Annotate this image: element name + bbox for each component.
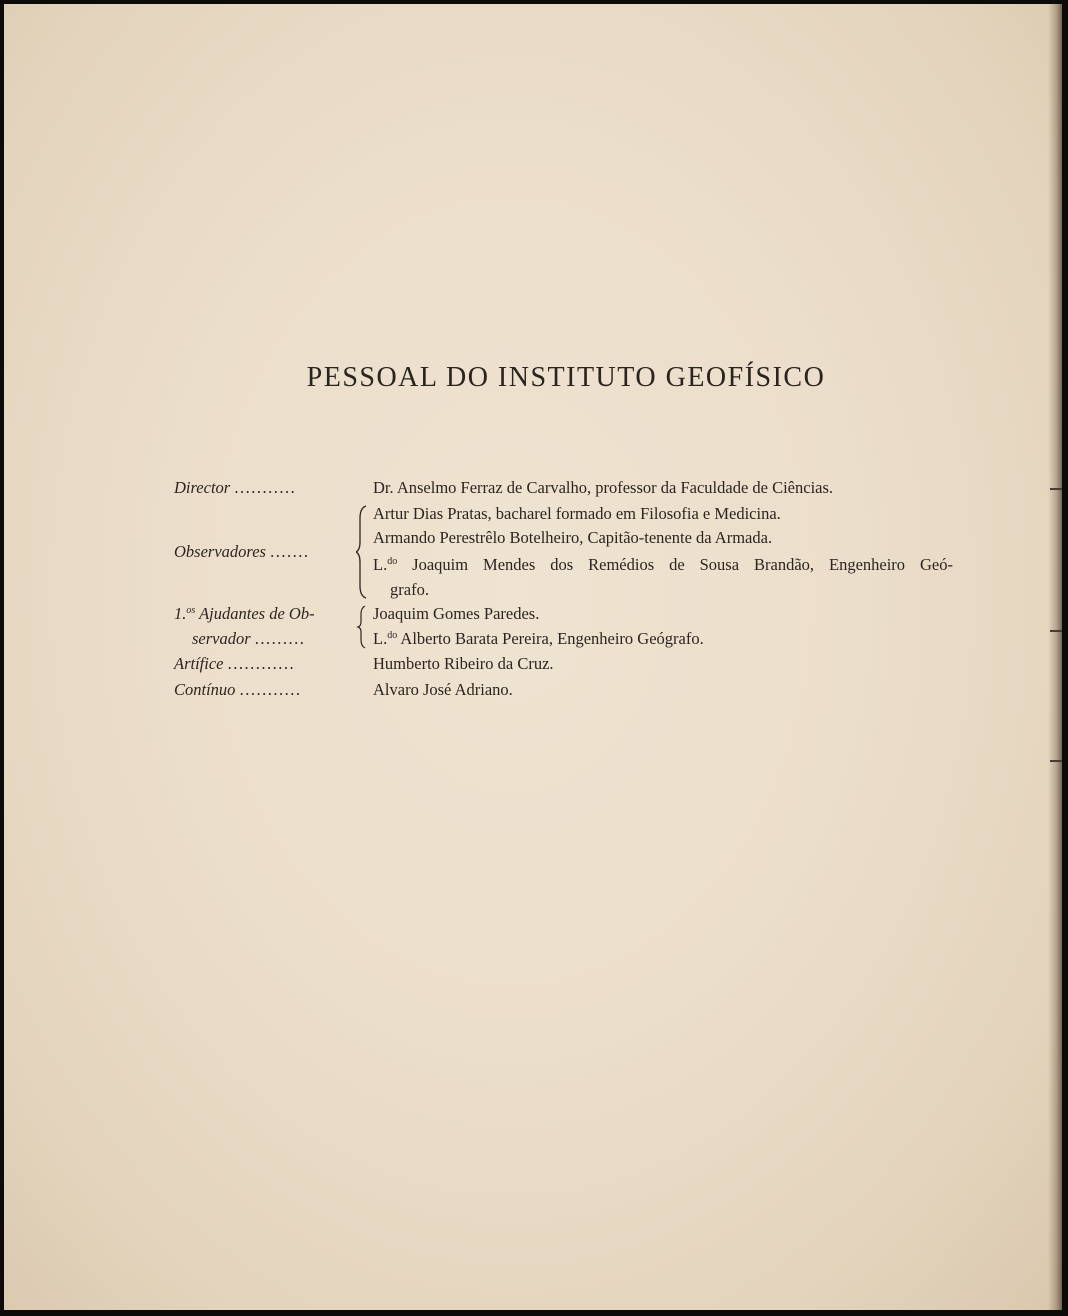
role-label-director: Director ........... (174, 478, 297, 497)
role-label-ajudantes-cont: servador ......... (192, 629, 306, 648)
staff-row-ajudante (4, 627, 1062, 651)
staff-row-observador-cont (4, 578, 1062, 602)
staff-row-ajudante (4, 602, 1062, 626)
staff-entry: Artur Dias Pratas, bacharel formado em Filosofia e Medicina. (373, 504, 781, 523)
staff-entry: L.$^{do}$ Joaquim Mendes dos Remédios de Sousa Brandão, Engenheiro Geó- (373, 555, 953, 574)
staff-row-observador (4, 502, 1062, 526)
staff-row-observador (4, 553, 1062, 577)
staff-entry: L.$^{do}$ Alberto Barata Pereira, Engenheiro Geógrafo. (373, 629, 704, 648)
staff-row-continuo (4, 678, 1062, 702)
page-edge-notch (1050, 760, 1062, 762)
staff-entry: Dr. Anselmo Ferraz de Carvalho, professor da Faculdade de Ciências. (373, 478, 834, 497)
staff-row-artifice (4, 652, 1062, 676)
staff-row-director (4, 476, 1062, 500)
page-title: PESSOAL DO INSTITUTO GEOFÍSICO (306, 362, 826, 393)
role-label-continuo: Contínuo ........... (174, 680, 302, 699)
staff-entry-continuation: grafo. (390, 580, 429, 599)
document-page (4, 4, 1062, 1310)
staff-entry: Joaquim Gomes Paredes. (373, 604, 540, 623)
staff-entry: Alvaro José Adriano. (373, 680, 513, 699)
role-label-artifice: Artífice ............ (174, 654, 296, 673)
role-label-observadores: Observadores ....... (174, 542, 310, 561)
role-label-ajudantes: 1.$^{os}$ Ajudantes de Ob- (174, 604, 315, 623)
staff-entry: Humberto Ribeiro da Cruz. (373, 654, 554, 673)
staff-entry: Armando Perestrêlo Botelheiro, Capitão-tenente da Armada. (373, 528, 773, 547)
